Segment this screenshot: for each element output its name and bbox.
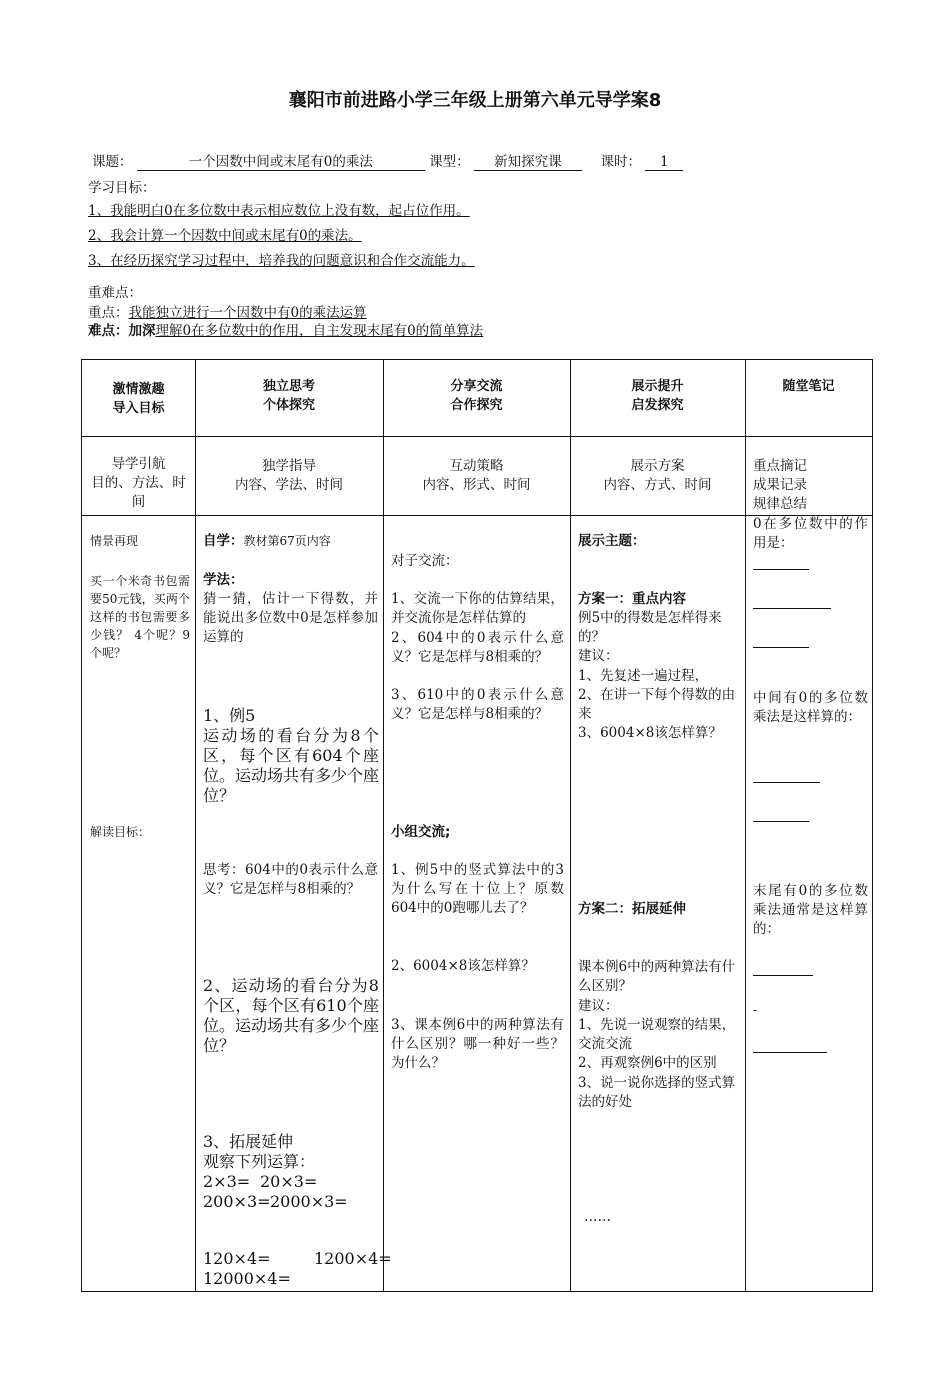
column-divider <box>195 360 196 1291</box>
subheader-col4: 展示方案 内容、方式、时间 <box>603 458 712 493</box>
example1-title: 1、例5 <box>203 706 256 725</box>
calc-item: 20×3= <box>260 1172 318 1191</box>
subheader-col2: 独学指导 内容、学法、时间 <box>235 458 343 493</box>
note-zero-role: 0在多位数中的作用是： <box>753 516 868 551</box>
answer-line <box>753 608 831 609</box>
column-header: 激情激趣 导入目标 <box>112 382 165 416</box>
hours-value: 1 <box>645 154 683 171</box>
column-header: 随堂笔记 <box>782 379 835 394</box>
column-divider <box>383 360 384 1291</box>
answer-line <box>753 821 809 822</box>
hours-label: 课时： <box>600 154 641 170</box>
answer-line <box>753 782 820 783</box>
plan1-suggest: 建议： <box>578 648 619 664</box>
answer-line <box>753 975 813 976</box>
example1-text: 运动场的看台分为8个区，每个区有604个座位。运动场共有多少个座位？ <box>203 726 380 805</box>
column-divider <box>570 360 571 1291</box>
calc-item: 1200×4= <box>314 1249 392 1268</box>
calc-item: 2×3= <box>203 1172 251 1191</box>
calc-item: 200×3= <box>203 1192 271 1211</box>
plan2-text: 课本例6中的两种算法有什么区别？ <box>578 959 736 994</box>
calc-item: 12000×4= <box>203 1269 291 1288</box>
row-divider <box>82 436 872 437</box>
method-text: 猜一猜，估计一下得数，并能说出多位数中0是怎样参加运算的 <box>203 591 378 645</box>
difficulty-label: 难点：加深 <box>88 323 156 339</box>
difficulty-value: 理解0在多位数中的作用，自主发现末尾有0的简单算法 <box>155 323 484 339</box>
self-study-row: 自学：教材第67页内容 <box>203 533 331 549</box>
type-label: 课型： <box>429 154 470 170</box>
group-item: 2、6004×8该怎样算？ <box>391 958 535 974</box>
pair-item: 2、604中的0表示什么意义？它是怎样与8相乘的？ <box>391 630 564 665</box>
column-header: 独立思考 个体探究 <box>262 379 315 413</box>
plan2-suggest: 建议： <box>578 998 619 1014</box>
think-question: 思考：604中的0表示什么意义？它是怎样与8相乘的？ <box>203 862 378 897</box>
example3-title: 3、拓展延伸 <box>203 1132 294 1151</box>
objective-item: 2、我会计算一个因数中间或末尾有0的乘法。 <box>88 228 362 244</box>
plan2-item: 3、说一说你选择的竖式算法的好处 <box>578 1075 736 1110</box>
example3-subtitle: 观察下列运算： <box>203 1152 316 1171</box>
method-label: 学法： <box>203 572 244 588</box>
lesson-info-row <box>92 153 683 171</box>
note-middle-zero: 中间有0的多位数乘法是这样算的： <box>753 690 868 725</box>
plan1-text: 例5中的得数是怎样得来的？ <box>578 610 722 645</box>
objective-item: 3、在经历探究学习过程中，培养我的问题意识和合作交流能力。 <box>88 253 475 269</box>
difficulty-row <box>88 322 483 340</box>
answer-line <box>753 647 809 648</box>
example2-text: 2、运动场的看台分为8个区，每个区有610个座位。运动场共有多少个座位？ <box>203 976 380 1055</box>
plan1-item: 2、在讲一下每个得数的由来 <box>578 687 736 722</box>
pair-item: 1、交流一下你的估算结果，并交流你是怎样估算的 <box>391 591 564 626</box>
answer-line <box>753 569 809 570</box>
answer-line <box>753 1052 827 1053</box>
ellipsis: …… <box>584 1209 611 1225</box>
objective-item: 1、我能明白0在多位数中表示相应数位上没有数，起占位作用。 <box>88 203 470 219</box>
calc-item: 2000×3= <box>270 1192 348 1211</box>
focus-value: 我能独立进行一个因数中有0的乘法运算 <box>128 305 367 321</box>
group-exchange-label: 小组交流; <box>391 824 451 840</box>
topic-label: 课题： <box>92 154 133 170</box>
theme-label: 展示主题： <box>578 533 646 549</box>
plan1-item: 1、先复述一遍过程， <box>578 668 709 684</box>
column-header: 展示提升 启发探究 <box>631 379 684 413</box>
type-value: 新知探究课 <box>474 154 582 171</box>
plan2-item: 2、再观察例6中的区别 <box>578 1055 717 1071</box>
goal-label: 解读目标： <box>90 825 151 839</box>
calc-item: 120×4= <box>203 1249 271 1268</box>
scene-label: 情景再现 <box>90 534 139 548</box>
objectives-label: 学习目标： <box>88 180 156 196</box>
page-title: 襄阳市前进路小学三年级上册第六单元导学案8 <box>288 90 662 111</box>
group-item: 1、例5中的竖式算法中的3为什么写在十位上？原数604中的0跑哪儿去了？ <box>391 862 564 916</box>
plan2-label: 方案二：拓展延伸 <box>578 901 686 917</box>
stray-dash: - <box>753 1003 758 1017</box>
focus-label: 重点： <box>88 305 129 321</box>
column-header: 分享交流 合作探究 <box>450 379 503 413</box>
plan1-item: 3、6004×8该怎样算？ <box>578 725 722 741</box>
study-guide-table <box>81 359 873 1292</box>
subheader-col3: 互动策略 内容、形式、时间 <box>422 458 531 493</box>
pair-item: 3、610中的0表示什么意义？它是怎样与8相乘的？ <box>391 687 564 722</box>
scene-story: 买一个米奇书包需要50元钱，买两个这样的书包需要多少钱？ 4个呢？9个呢？ <box>90 574 190 660</box>
subheader-col1: 导学引航 目的、方法、时 间 <box>91 456 186 510</box>
plan2-item: 1、先说一说观察的结果，交流交流 <box>578 1017 736 1052</box>
plan1-label: 方案一：重点内容 <box>578 591 686 607</box>
column-divider <box>745 360 746 1291</box>
note-end-zero: 末尾有0的多位数乘法通常是这样算的： <box>753 883 868 937</box>
subheader-col5: 重点摘记 成果记录 规律总结 <box>753 458 807 512</box>
topic-value: 一个因数中间或末尾有0的乘法 <box>137 154 425 171</box>
key-points-label: 重难点： <box>88 285 142 301</box>
pair-exchange-label: 对子交流： <box>391 553 459 569</box>
focus-row <box>88 304 367 322</box>
group-item: 3、课本例6中的两种算法有什么区别？哪一种好一些？为什么？ <box>391 1017 564 1071</box>
